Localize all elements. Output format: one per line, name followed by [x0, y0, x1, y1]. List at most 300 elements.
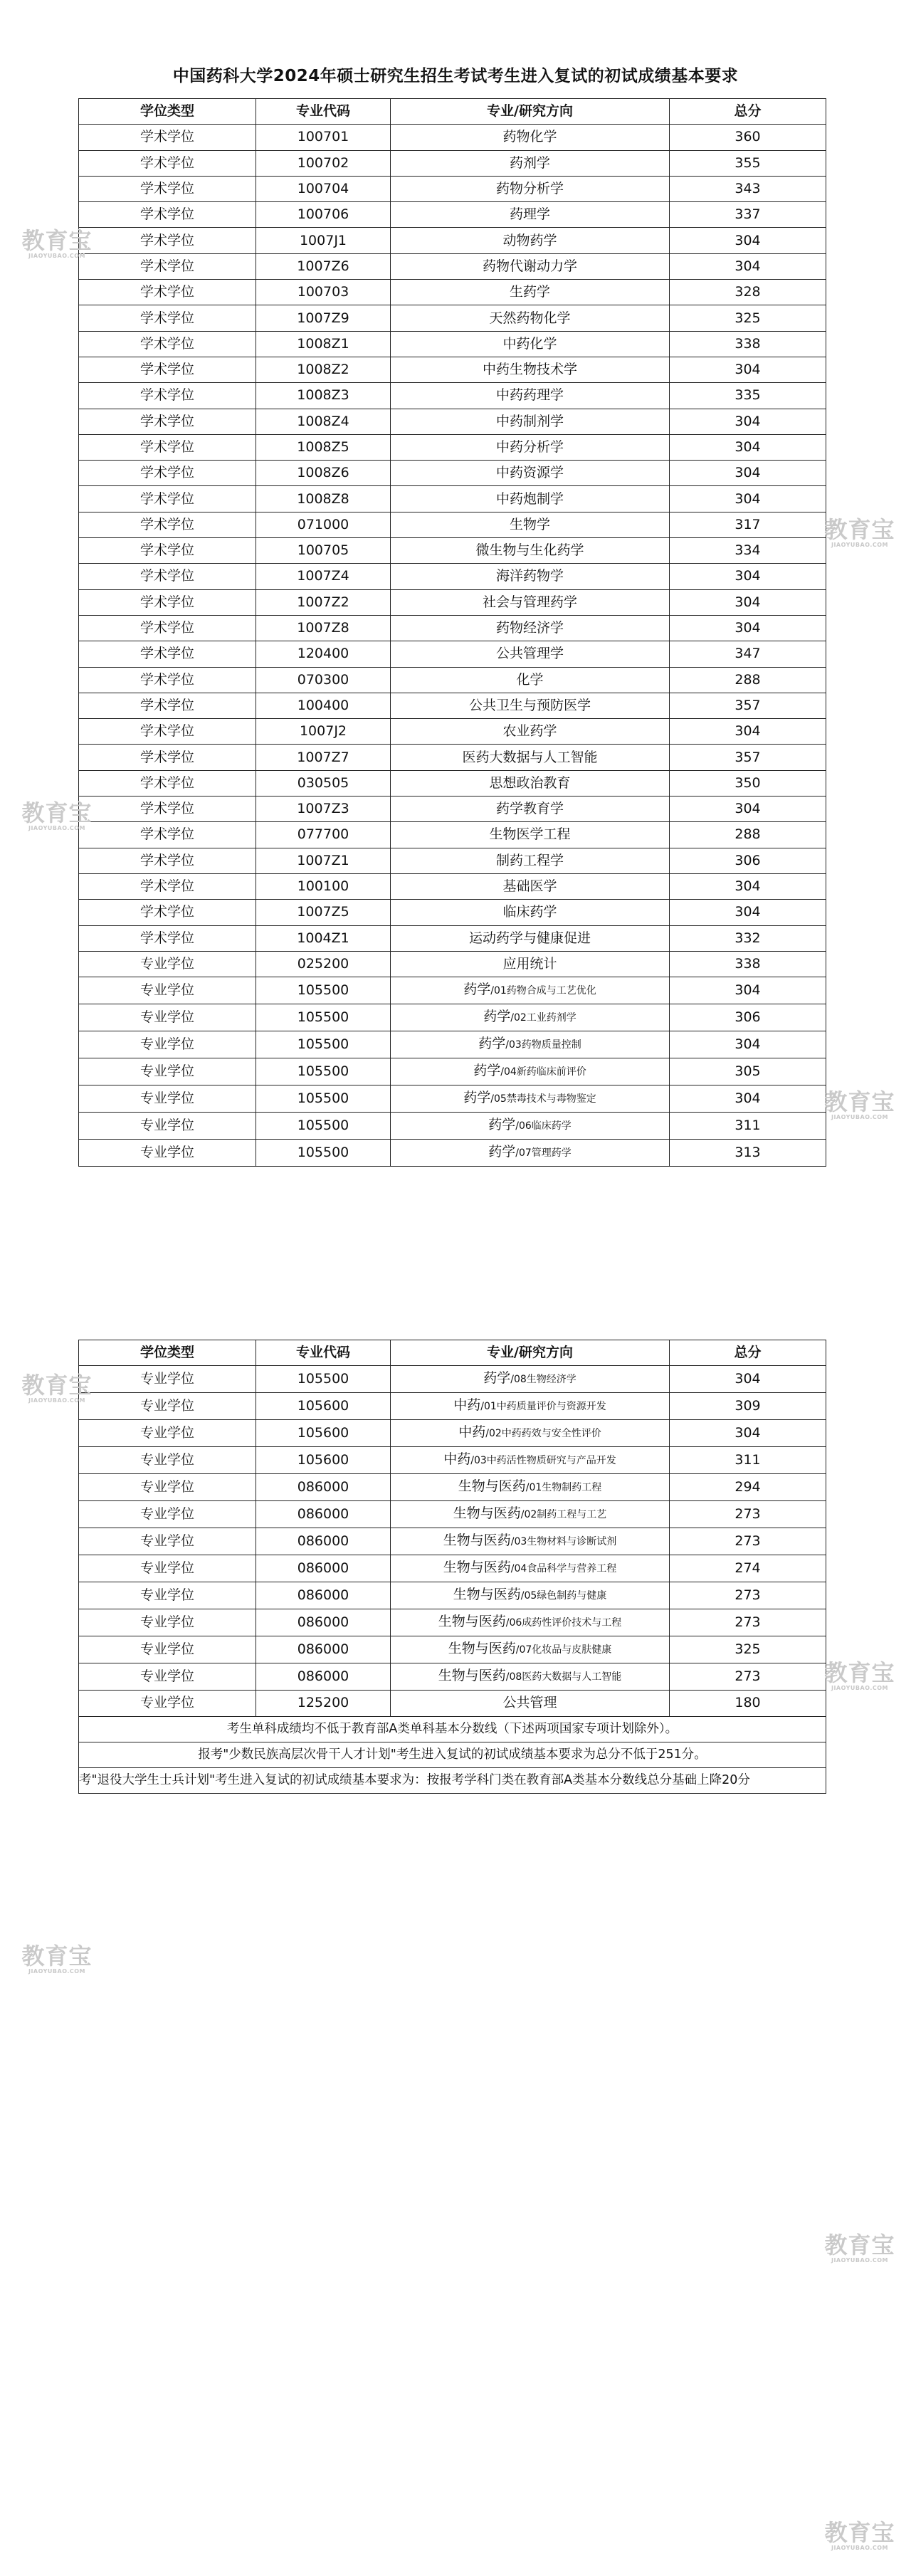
major-name: 药物经济学 [495, 620, 564, 636]
degree-type-cell: 专业学位 [79, 951, 256, 977]
table-row [79, 383, 826, 409]
total-score-cell: 325 [670, 305, 826, 331]
degree-type-cell: 学术学位 [79, 383, 256, 409]
degree-type-cell: 学术学位 [79, 615, 256, 641]
table-row [79, 1582, 826, 1609]
major-code-cell: 086000 [256, 1582, 391, 1609]
major-name: 生物与医药 [453, 1587, 521, 1603]
degree-type-cell: 学术学位 [79, 641, 256, 667]
total-score-cell: 304 [670, 900, 826, 925]
major-name: 中药药理学 [495, 387, 564, 404]
research-direction: /04新药临床前评价 [500, 1066, 586, 1078]
total-score-cell: 335 [670, 383, 826, 409]
major-name-cell [391, 1555, 670, 1582]
major-name-cell [391, 202, 670, 228]
major-name-cell [391, 1420, 670, 1447]
table-row [79, 873, 826, 899]
major-name: 农业药学 [502, 723, 557, 740]
degree-type-cell: 学术学位 [79, 125, 256, 150]
note-row [79, 1716, 826, 1742]
note-minority-plan: 报考"少数民族高层次骨干人才计划"考生进入复试的初试成绩基本要求为总分不低于251分。 [79, 1742, 826, 1767]
total-score-cell: 294 [670, 1474, 826, 1501]
total-score-cell: 288 [670, 667, 826, 693]
major-name: 社会与管理药学 [482, 594, 577, 610]
major-code-cell: 1007Z1 [256, 848, 391, 873]
major-name: 海洋药物学 [495, 568, 564, 584]
major-code-cell: 1004Z1 [256, 925, 391, 951]
degree-type-cell: 学术学位 [79, 461, 256, 486]
degree-type-cell: 学术学位 [79, 589, 256, 615]
total-score-cell: 332 [670, 925, 826, 951]
total-score-cell: 304 [670, 1031, 826, 1058]
total-score-cell: 337 [670, 202, 826, 228]
total-score-cell: 304 [670, 589, 826, 615]
major-code-cell: 105500 [256, 1366, 391, 1393]
research-direction: /05禁毒技术与毒物鉴定 [490, 1093, 596, 1105]
major-name-cell [391, 797, 670, 822]
major-code-cell: 100100 [256, 873, 391, 899]
major-code-cell: 1007Z7 [256, 745, 391, 770]
major-code-cell: 1008Z4 [256, 409, 391, 434]
header-major-code: 专业代码 [256, 99, 391, 125]
degree-type-cell: 学术学位 [79, 228, 256, 253]
header-major-code: 专业代码 [256, 1340, 391, 1366]
total-score-cell: 273 [670, 1609, 826, 1636]
table-row [79, 848, 826, 873]
major-name: 药学 [463, 982, 491, 998]
score-table-1 [78, 98, 826, 1167]
major-name: 应用统计 [502, 955, 557, 972]
total-score-cell: 357 [670, 693, 826, 718]
watermark-text: 教育宝 [21, 799, 93, 826]
major-name-cell [391, 1636, 670, 1663]
major-name-cell [391, 1691, 670, 1716]
research-direction: /06成药性评价技术与工程 [505, 1617, 622, 1629]
major-name: 生物与医药 [453, 1505, 521, 1522]
table-row [79, 176, 826, 201]
total-score-cell: 338 [670, 331, 826, 357]
major-name: 思想政治教育 [489, 774, 571, 791]
total-score-cell: 304 [670, 409, 826, 434]
total-score-cell: 304 [670, 1085, 826, 1113]
major-name-cell [391, 745, 670, 770]
major-name-cell [391, 589, 670, 615]
major-name-cell [391, 1582, 670, 1609]
table-header-row [79, 1340, 826, 1366]
research-direction: /02中药药效与安全性评价 [485, 1428, 601, 1440]
major-name-cell [391, 538, 670, 564]
major-code-cell: 100702 [256, 150, 391, 176]
major-code-cell: 1008Z6 [256, 461, 391, 486]
watermark-subtext: JIAOYUBAO.COM [28, 825, 86, 831]
degree-type-cell: 学术学位 [79, 150, 256, 176]
table-row [79, 512, 826, 537]
table-row [79, 1058, 826, 1085]
major-code-cell: 1007J2 [256, 719, 391, 745]
major-name: 药学教育学 [495, 801, 564, 817]
major-name: 医药大数据与人工智能 [462, 749, 598, 765]
major-name: 制药工程学 [495, 852, 564, 868]
research-direction: /03药物质量控制 [505, 1039, 581, 1051]
major-name: 药学 [483, 1370, 511, 1387]
major-name: 微生物与生化药学 [475, 542, 584, 559]
watermark [817, 2231, 902, 2271]
total-score-cell: 357 [670, 745, 826, 770]
major-name-cell [391, 1609, 670, 1636]
major-name: 临床药学 [502, 904, 557, 920]
header-total-score: 总分 [670, 1340, 826, 1366]
table-body [79, 1366, 826, 1716]
total-score-cell: 304 [670, 564, 826, 589]
major-name-cell [391, 434, 670, 460]
research-direction: /08医药大数据与人工智能 [505, 1671, 622, 1683]
degree-type-cell: 专业学位 [79, 1555, 256, 1582]
total-score-cell: 306 [670, 848, 826, 873]
major-name-cell [391, 1393, 670, 1420]
major-code-cell: 1007Z3 [256, 797, 391, 822]
degree-type-cell: 专业学位 [79, 1501, 256, 1528]
watermark-text: 教育宝 [824, 2231, 895, 2259]
major-name: 药物化学 [502, 129, 557, 145]
watermark [14, 229, 100, 266]
watermark-subtext: JIAOYUBAO.COM [28, 1397, 86, 1404]
watermark-subtext: JIAOYUBAO.COM [28, 253, 86, 259]
major-name: 公共卫生与预防医学 [468, 697, 591, 713]
research-direction: /01中药质量评价与资源开发 [480, 1401, 606, 1413]
major-name-cell [391, 1085, 670, 1113]
major-code-cell: 100703 [256, 280, 391, 305]
total-score-cell: 309 [670, 1393, 826, 1420]
major-code-cell: 105500 [256, 1058, 391, 1085]
degree-type-cell: 学术学位 [79, 745, 256, 770]
watermark-text: 教育宝 [824, 2519, 895, 2546]
table-row [79, 538, 826, 564]
major-code-cell: 086000 [256, 1555, 391, 1582]
major-code-cell: 086000 [256, 1663, 391, 1691]
major-name: 基础医学 [502, 878, 557, 895]
major-name: 生物医学工程 [489, 826, 571, 843]
score-table-2 [78, 1340, 826, 1794]
major-name-cell [391, 1031, 670, 1058]
total-score-cell: 304 [670, 1366, 826, 1393]
major-name-cell [391, 1501, 670, 1528]
degree-type-cell: 专业学位 [79, 1691, 256, 1716]
major-name: 生物与医药 [438, 1614, 506, 1630]
degree-type-cell: 专业学位 [79, 1393, 256, 1420]
major-name-cell [391, 331, 670, 357]
watermark [14, 801, 100, 838]
major-code-cell: 1008Z5 [256, 434, 391, 460]
table-row [79, 1609, 826, 1636]
degree-type-cell: 学术学位 [79, 280, 256, 305]
table-row [79, 1420, 826, 1447]
major-code-cell: 1007Z6 [256, 253, 391, 279]
major-code-cell: 086000 [256, 1636, 391, 1663]
major-code-cell: 105500 [256, 1113, 391, 1140]
major-name: 药学 [488, 1117, 516, 1133]
major-name-cell [391, 357, 670, 382]
major-name-cell [391, 615, 670, 641]
degree-type-cell: 专业学位 [79, 1420, 256, 1447]
major-name: 药学 [488, 1144, 516, 1160]
watermark-subtext: JIAOYUBAO.COM [831, 1685, 889, 1691]
degree-type-cell: 学术学位 [79, 434, 256, 460]
major-name: 生物与医药 [448, 1641, 516, 1657]
major-name-cell [391, 1528, 670, 1555]
watermark [14, 1942, 100, 1982]
major-code-cell: 105500 [256, 1004, 391, 1031]
header-major-name: 专业/研究方向 [391, 99, 670, 125]
total-score-cell: 288 [670, 822, 826, 848]
major-name-cell [391, 564, 670, 589]
major-name-cell [391, 409, 670, 434]
note-row [79, 1768, 826, 1794]
degree-type-cell: 学术学位 [79, 564, 256, 589]
table-row [79, 641, 826, 667]
major-code-cell: 1008Z3 [256, 383, 391, 409]
major-name-cell [391, 228, 670, 253]
major-name: 生物与医药 [443, 1560, 511, 1576]
table-row [79, 280, 826, 305]
table-row [79, 1636, 826, 1663]
table-row [79, 977, 826, 1004]
major-code-cell: 105500 [256, 1085, 391, 1113]
degree-type-cell: 专业学位 [79, 1058, 256, 1085]
watermark [817, 2521, 902, 2558]
research-direction: /05绿色制药与健康 [520, 1590, 607, 1602]
degree-type-cell: 专业学位 [79, 1366, 256, 1393]
major-name: 药学 [473, 1063, 501, 1079]
table-row [79, 202, 826, 228]
degree-type-cell: 学术学位 [79, 253, 256, 279]
total-score-cell: 274 [670, 1555, 826, 1582]
major-name-cell [391, 1366, 670, 1393]
watermark [817, 1661, 902, 1698]
major-name: 中药制剂学 [495, 413, 564, 429]
table-row [79, 434, 826, 460]
table-row [79, 925, 826, 951]
degree-type-cell: 学术学位 [79, 925, 256, 951]
total-score-cell: 350 [670, 770, 826, 796]
degree-type-cell: 专业学位 [79, 1447, 256, 1474]
major-code-cell: 100705 [256, 538, 391, 564]
watermark [14, 1374, 100, 1411]
total-score-cell: 304 [670, 253, 826, 279]
degree-type-cell: 专业学位 [79, 1636, 256, 1663]
table-row [79, 589, 826, 615]
total-score-cell: 317 [670, 512, 826, 537]
table-row [79, 409, 826, 434]
watermark-text: 教育宝 [824, 1659, 895, 1686]
research-direction: /04食品科学与营养工程 [510, 1563, 617, 1575]
table-row [79, 1113, 826, 1140]
major-name-cell [391, 900, 670, 925]
major-name: 生物学 [509, 516, 550, 532]
research-direction: /06临床药学 [515, 1120, 572, 1132]
research-direction: /07管理药学 [515, 1147, 572, 1160]
watermark [817, 1090, 902, 1127]
document-title: 中国药科大学2024年硕士研究生招生考试考生进入复试的初试成绩基本要求 [172, 67, 739, 85]
major-code-cell: 100701 [256, 125, 391, 150]
major-name: 药学 [463, 1090, 491, 1106]
table-row [79, 1447, 826, 1474]
degree-type-cell: 专业学位 [79, 1609, 256, 1636]
major-name: 中药分析学 [495, 439, 564, 455]
research-direction: /07化妆品与皮肤健康 [515, 1644, 612, 1656]
major-name-cell [391, 1113, 670, 1140]
total-score-cell: 304 [670, 797, 826, 822]
major-name: 中药炮制学 [495, 490, 564, 507]
table-row [79, 1528, 826, 1555]
major-name-cell [391, 305, 670, 331]
major-name: 药物分析学 [495, 181, 564, 197]
total-score-cell: 338 [670, 951, 826, 977]
degree-type-cell: 学术学位 [79, 797, 256, 822]
major-code-cell: 120400 [256, 641, 391, 667]
table-row [79, 461, 826, 486]
major-name: 公共管理 [502, 1695, 557, 1711]
major-code-cell: 105500 [256, 1140, 391, 1167]
watermark-subtext: JIAOYUBAO.COM [831, 2545, 889, 2551]
total-score-cell: 311 [670, 1113, 826, 1140]
degree-type-cell: 学术学位 [79, 873, 256, 899]
total-score-cell: 360 [670, 125, 826, 150]
total-score-cell: 343 [670, 176, 826, 201]
watermark-text: 教育宝 [21, 1372, 93, 1399]
total-score-cell: 305 [670, 1058, 826, 1085]
major-name: 中药生物技术学 [482, 362, 577, 378]
major-name-cell [391, 925, 670, 951]
major-name-cell [391, 977, 670, 1004]
major-name: 中药化学 [502, 335, 557, 352]
major-code-cell: 086000 [256, 1501, 391, 1528]
major-code-cell: 100706 [256, 202, 391, 228]
degree-type-cell: 学术学位 [79, 822, 256, 848]
major-name-cell [391, 253, 670, 279]
total-score-cell: 273 [670, 1582, 826, 1609]
total-score-cell: 273 [670, 1501, 826, 1528]
table-row [79, 797, 826, 822]
research-direction: /03生物材料与诊断试剂 [510, 1536, 617, 1548]
major-code-cell: 1007Z8 [256, 615, 391, 641]
watermark [817, 518, 902, 555]
major-code-cell: 1008Z8 [256, 486, 391, 512]
degree-type-cell: 专业学位 [79, 1663, 256, 1691]
major-name-cell [391, 1140, 670, 1167]
table-row [79, 1366, 826, 1393]
total-score-cell: 304 [670, 461, 826, 486]
major-code-cell: 1007J1 [256, 228, 391, 253]
major-name: 运动药学与健康促进 [468, 930, 591, 946]
major-name-cell [391, 719, 670, 745]
major-name: 中药资源学 [495, 465, 564, 481]
watermark-text: 教育宝 [21, 1942, 93, 1970]
major-name: 生物与医药 [443, 1533, 511, 1549]
total-score-cell: 334 [670, 538, 826, 564]
major-name: 药学 [478, 1036, 506, 1052]
degree-type-cell: 学术学位 [79, 770, 256, 796]
major-name-cell [391, 667, 670, 693]
major-code-cell: 1008Z2 [256, 357, 391, 382]
total-score-cell: 304 [670, 1420, 826, 1447]
header-total-score: 总分 [670, 99, 826, 125]
major-name-cell [391, 1663, 670, 1691]
major-code-cell: 105500 [256, 1031, 391, 1058]
major-code-cell: 105600 [256, 1447, 391, 1474]
table-row [79, 951, 826, 977]
degree-type-cell: 专业学位 [79, 977, 256, 1004]
major-code-cell: 100400 [256, 693, 391, 718]
major-code-cell: 1007Z9 [256, 305, 391, 331]
major-code-cell: 105600 [256, 1393, 391, 1420]
major-name-cell [391, 1447, 670, 1474]
major-name-cell [391, 822, 670, 848]
watermark-subtext: JIAOYUBAO.COM [831, 542, 889, 548]
table-row [79, 745, 826, 770]
table-row [79, 331, 826, 357]
table-row [79, 1140, 826, 1167]
major-name-cell [391, 383, 670, 409]
major-name-cell [391, 848, 670, 873]
major-name: 化学 [516, 671, 544, 688]
table-row [79, 770, 826, 796]
table-row [79, 667, 826, 693]
major-code-cell: 030505 [256, 770, 391, 796]
major-name-cell [391, 1058, 670, 1085]
research-direction: /03中药活性物质研究与产品开发 [470, 1455, 616, 1467]
total-score-cell: 304 [670, 719, 826, 745]
major-name: 动物药学 [502, 232, 557, 248]
table-row [79, 1031, 826, 1058]
degree-type-cell: 学术学位 [79, 538, 256, 564]
major-name-cell [391, 280, 670, 305]
major-name: 生物与医药 [458, 1478, 526, 1495]
table-row [79, 357, 826, 382]
table-row [79, 1393, 826, 1420]
degree-type-cell: 学术学位 [79, 719, 256, 745]
total-score-cell: 273 [670, 1528, 826, 1555]
major-name: 中药 [443, 1451, 471, 1468]
total-score-cell: 306 [670, 1004, 826, 1031]
total-score-cell: 304 [670, 486, 826, 512]
major-name-cell [391, 486, 670, 512]
major-name-cell [391, 150, 670, 176]
major-code-cell: 105500 [256, 977, 391, 1004]
table-row [79, 693, 826, 718]
degree-type-cell: 专业学位 [79, 1004, 256, 1031]
major-code-cell: 071000 [256, 512, 391, 537]
major-name: 药物代谢动力学 [482, 258, 577, 274]
watermark-subtext: JIAOYUBAO.COM [831, 2257, 889, 2264]
table-row [79, 615, 826, 641]
watermark-text: 教育宝 [21, 227, 93, 254]
degree-type-cell: 学术学位 [79, 409, 256, 434]
degree-type-cell: 专业学位 [79, 1031, 256, 1058]
major-name: 公共管理学 [495, 646, 564, 662]
table-row [79, 900, 826, 925]
total-score-cell: 313 [670, 1140, 826, 1167]
major-code-cell: 1007Z4 [256, 564, 391, 589]
total-score-cell: 180 [670, 1691, 826, 1716]
table-row [79, 1501, 826, 1528]
note-veteran-plan: 考"退役大学生士兵计划"考生进入复试的初试成绩基本要求为：按报考学科门类在教育部A类基本分数线总分基础上降20分 [79, 1768, 826, 1794]
note-single-subject: 考生单科成绩均不低于教育部A类单科基本分数线（下述两项国家专项计划除外）。 [79, 1716, 826, 1742]
total-score-cell: 355 [670, 150, 826, 176]
degree-type-cell: 学术学位 [79, 305, 256, 331]
table-row [79, 228, 826, 253]
total-score-cell: 328 [670, 280, 826, 305]
total-score-cell: 273 [670, 1663, 826, 1691]
